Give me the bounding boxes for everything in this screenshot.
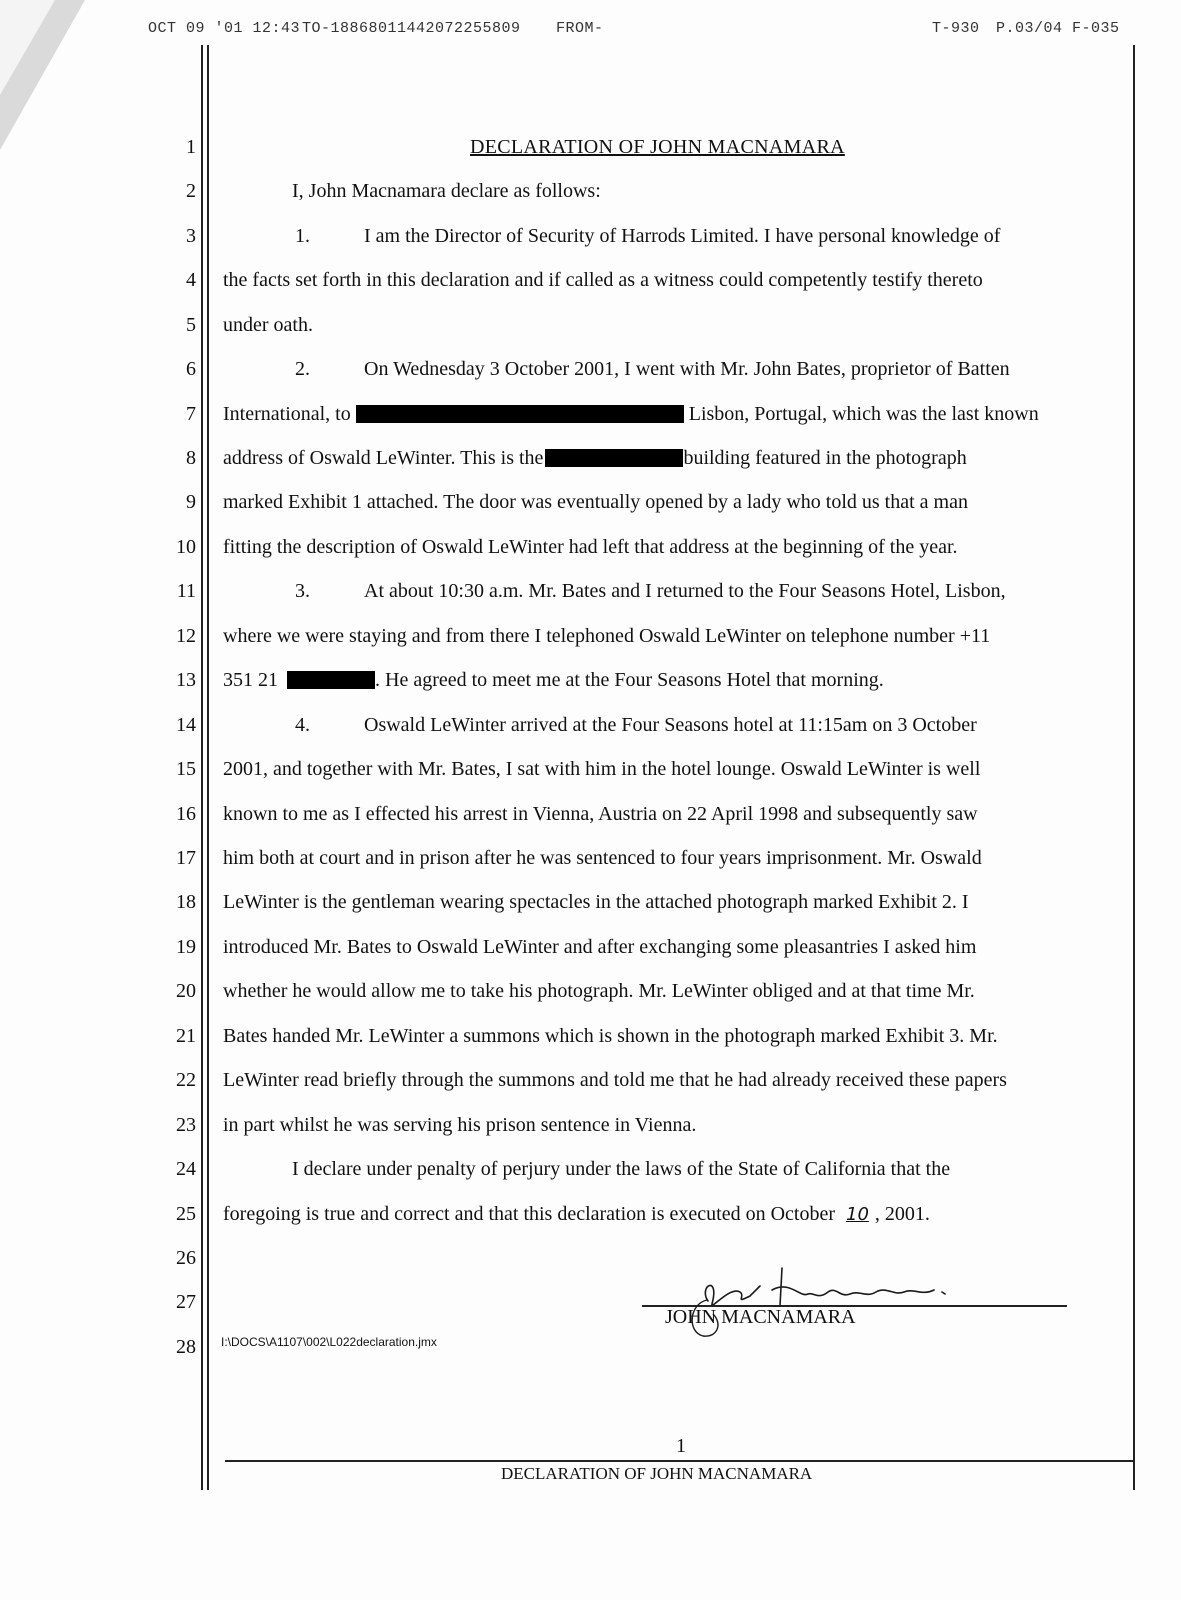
line-number: 19 [176, 936, 196, 958]
file-path: I:\DOCS\A1107\002\L022declaration.jmx [221, 1335, 437, 1349]
body-line-22: LeWinter read briefly through the summons and told me that he had already received these papers [223, 1069, 1007, 1091]
paragraph-number-2: 2. [295, 358, 310, 380]
body-line-14: Oswald LeWinter arrived at the Four Seasons hotel at 11:15am on 3 October [364, 714, 977, 736]
fax-to: TO-18868011442072255809 [302, 20, 521, 37]
body-line-19: introduced Mr. Bates to Oswald LeWinter and after exchanging some pleasantries I asked him [223, 936, 977, 958]
line-number: 18 [176, 891, 196, 913]
body-line-16: known to me as I effected his arrest in Vienna, Austria on 22 April 1998 and subsequently saw [223, 803, 978, 825]
line-number: 26 [176, 1247, 196, 1269]
body-line-3: I am the Director of Security of Harrods Limited. I have personal knowledge of [364, 225, 1001, 247]
line-number: 9 [186, 491, 196, 513]
body-line-7a: International, to [223, 403, 351, 425]
footer-title: DECLARATION OF JOHN MACNAMARA [501, 1464, 813, 1483]
line-number: 1 [186, 136, 196, 158]
body-line-23: in part whilst he was serving his prison sentence in Vienna. [223, 1114, 697, 1136]
fax-from: FROM- [556, 20, 604, 37]
right-margin-rule [1133, 45, 1135, 1490]
fax-page: P.03/04 [996, 20, 1063, 37]
page-number: 1 [676, 1435, 686, 1457]
body-line-6: On Wednesday 3 October 2001, I went with Mr. John Bates, proprietor of Batten [364, 358, 1010, 380]
body-line-24: I declare under penalty of perjury under the laws of the State of California that the [292, 1158, 951, 1180]
declaration-title: DECLARATION OF JOHN MACNAMARA [470, 136, 845, 158]
line-number: 16 [176, 803, 196, 825]
body-line-12: where we were staying and from there I telephoned Oswald LeWinter on telephone number +11 [223, 625, 991, 647]
left-margin-rule [201, 45, 203, 1490]
line-number: 20 [176, 980, 196, 1002]
line-number: 15 [176, 758, 196, 780]
body-line-2: I, John Macnamara declare as follows: [292, 180, 601, 202]
line-number: 21 [176, 1025, 196, 1047]
line-number: 24 [176, 1158, 196, 1180]
body-line-4: the facts set forth in this declaration and if called as a witness could competently testify thereto [223, 269, 983, 291]
line-number: 27 [176, 1291, 196, 1313]
paragraph-number-3: 3. [295, 580, 310, 602]
body-line-25b: , 2001. [874, 1203, 930, 1225]
body-line-17: him both at court and in prison after he was sentenced to four years imprisonment. Mr. Oswald [223, 847, 982, 869]
line-number: 22 [176, 1069, 196, 1091]
line-number: 17 [176, 847, 196, 869]
body-line-11: At about 10:30 a.m. Mr. Bates and I returned to the Four Seasons Hotel, Lisbon, [364, 580, 1006, 602]
line-number: 14 [176, 714, 196, 736]
footer-rule [225, 1460, 1133, 1462]
line-number: 12 [176, 625, 196, 647]
body-line-25a: foregoing is true and correct and that this declaration is executed on October [223, 1203, 835, 1225]
body-line-8 [223, 447, 967, 470]
handwritten-day: 10 [846, 1204, 869, 1225]
body-line-8b: building featured in the photograph [683, 447, 967, 469]
body-line-20: whether he would allow me to take his photograph. Mr. LeWinter obliged and at that time Mr. [223, 980, 975, 1002]
body-line-15: 2001, and together with Mr. Bates, I sat with him in the hotel lounge. Oswald LeWinter is well [223, 758, 981, 780]
line-number: 8 [186, 447, 196, 469]
line-number: 4 [186, 269, 196, 291]
line-number: 23 [176, 1114, 196, 1136]
page-curl-highlight [0, 0, 55, 95]
body-line-13b: . He agreed to meet me at the Four Seasons Hotel that morning. [375, 669, 884, 691]
body-line-8a: address of Oswald LeWinter. This is the [223, 447, 544, 469]
fax-timestamp: OCT 09 '01 12:43 [148, 20, 301, 37]
line-number: 11 [176, 580, 196, 602]
body-line-13a: 351 21 [223, 669, 278, 691]
body-line-9: marked Exhibit 1 attached. The door was eventually opened by a lady who told us that a man [223, 491, 968, 513]
line-number: 7 [186, 403, 196, 425]
body-line-7b: Lisbon, Portugal, which was the last known [688, 403, 1039, 425]
signature-loop [683, 1296, 731, 1340]
line-number: 28 [176, 1336, 196, 1358]
line-number: 25 [176, 1203, 196, 1225]
fax-form: F-035 [1072, 20, 1120, 37]
line-number: 6 [186, 358, 196, 380]
body-line-10: fitting the description of Oswald LeWinter had left that address at the beginning of the year. [223, 536, 958, 558]
line-number: 5 [186, 314, 196, 336]
redaction-bar [287, 671, 375, 689]
redaction-bar [356, 405, 684, 423]
redaction-bar [545, 449, 683, 467]
body-line-13 [223, 669, 884, 692]
line-number: 10 [176, 536, 196, 558]
body-line-5: under oath. [223, 314, 313, 336]
line-number: 13 [176, 669, 196, 691]
signature-name: JOHN MACNAMARA [665, 1306, 856, 1328]
fax-code: T-930 [932, 20, 980, 37]
paragraph-number-1: 1. [295, 225, 310, 247]
body-line-18: LeWinter is the gentleman wearing spectacles in the attached photograph marked Exhibit 2. I [223, 891, 969, 913]
line-number: 3 [186, 225, 196, 247]
body-line-25 [223, 1203, 930, 1226]
body-line-7 [223, 403, 1039, 426]
left-margin-rule-inner [207, 45, 209, 1490]
paragraph-number-4: 4. [295, 714, 310, 736]
body-line-21: Bates handed Mr. LeWinter a summons which is shown in the photograph marked Exhibit 3. Mr. [223, 1025, 998, 1047]
line-number: 2 [186, 180, 196, 202]
